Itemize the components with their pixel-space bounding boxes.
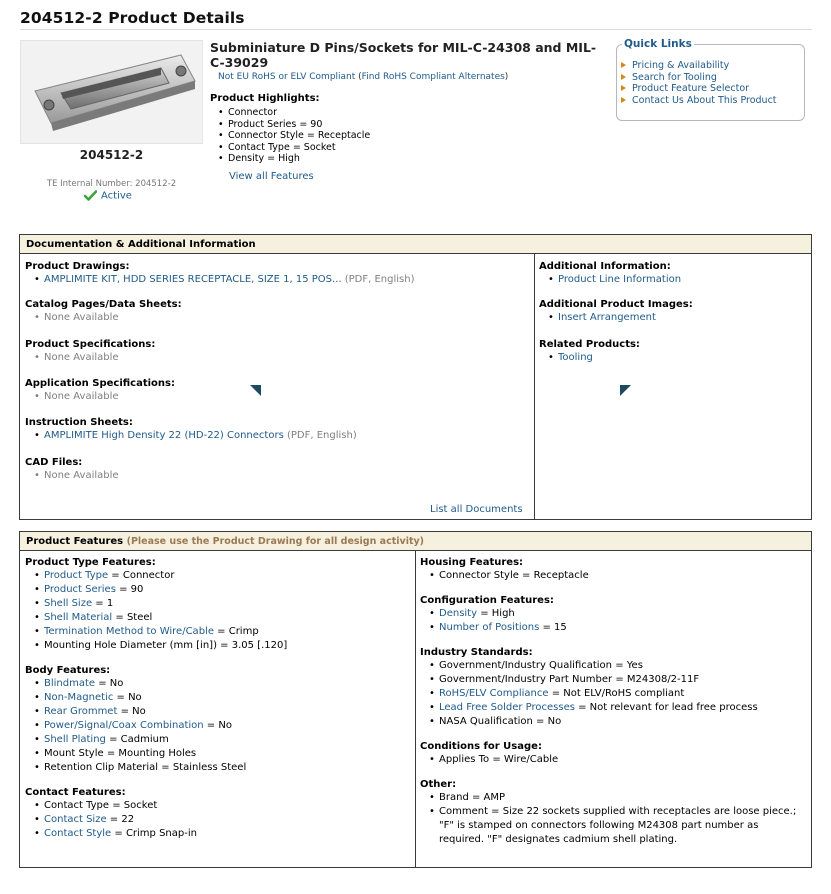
feature-item <box>429 701 805 715</box>
feature-value: = Mounting Holes <box>103 748 197 759</box>
quick-links-title: Quick Links <box>624 38 692 50</box>
feature-name[interactable]: RoHS/ELV Compliance <box>439 688 549 699</box>
feature-name[interactable]: Termination Method to Wire/Cable <box>44 626 214 637</box>
feature-name[interactable]: Shell Size <box>44 598 93 609</box>
cad-files-section <box>25 457 119 483</box>
feature-value: = No <box>203 720 232 731</box>
arrow-right-icon <box>621 74 626 80</box>
feature-item <box>34 761 410 775</box>
feature-value: = 1 <box>92 598 114 609</box>
product-image[interactable] <box>20 40 203 144</box>
list-item: • None Available <box>34 390 175 404</box>
feature-value: = Socket <box>109 800 158 811</box>
feature-name[interactable]: Shell Material <box>44 612 113 623</box>
feature-value: = Size 22 sockets supplied with receptacles are loose piece.; "F" is stamped on connectors following M24308 part number as required. "F" designates cadmium shell plating. <box>439 806 797 845</box>
housing-features-group <box>420 557 805 583</box>
feature-name[interactable]: Rear Grommet <box>44 706 118 717</box>
feature-item <box>34 691 410 705</box>
feature-value: = AMP <box>468 792 506 803</box>
feature-value: = 3.05 [.120] <box>216 640 288 651</box>
feature-item <box>429 791 805 805</box>
section-heading: Body Features: <box>25 665 111 676</box>
feature-value: = Yes <box>612 660 643 671</box>
feature-name: Government/Industry Qualification <box>439 660 613 671</box>
view-all-features-link[interactable]: View all Features <box>229 171 314 182</box>
feature-value: = 15 <box>539 622 567 633</box>
body-features-group <box>25 665 410 775</box>
section-heading: Contact Features: <box>25 787 126 798</box>
feature-value: = Crimp Snap-in <box>111 828 197 839</box>
product-name: Subminiature D Pins/Sockets for MIL-C-24308 and MIL-C-39029 <box>210 40 597 70</box>
feature-name: Mount Style <box>44 748 104 759</box>
feature-item <box>34 799 410 813</box>
feature-name: Contact Type <box>44 800 110 811</box>
feature-value: = No <box>113 692 142 703</box>
feature-name: Comment <box>439 806 488 817</box>
feature-item <box>34 569 410 583</box>
section-heading: Product Specifications: <box>25 339 156 350</box>
feature-value: = Wire/Cable <box>489 754 559 765</box>
feature-item <box>429 607 805 621</box>
collapse-corner-icon <box>250 385 261 396</box>
section-heading: Application Specifications: <box>25 378 175 389</box>
rohs-status: Not EU RoHS or ELV Compliant (Find RoHS Compliant Alternates) <box>218 72 509 82</box>
list-item <box>548 351 640 365</box>
insert-arrangement-link[interactable]: Insert Arrangement <box>558 312 656 323</box>
industry-features-group <box>420 647 805 729</box>
section-heading: Industry Standards: <box>420 647 533 658</box>
section-heading: Catalog Pages/Data Sheets: <box>25 299 182 310</box>
additional-images-section <box>539 299 693 325</box>
feature-name[interactable]: Product Type <box>44 570 109 581</box>
product-line-info-link[interactable]: Product Line Information <box>558 274 682 285</box>
connector-image-icon <box>21 41 204 145</box>
instruction-sheet-link[interactable]: AMPLIMITE High Density 22 (HD-22) Connectors <box>44 430 284 441</box>
feature-name[interactable]: Product Series <box>44 584 116 595</box>
feature-value: = Not relevant for lead free process <box>574 702 758 713</box>
section-heading: Additional Information: <box>539 261 671 272</box>
checkmark-icon <box>84 190 97 201</box>
product-features-panel <box>19 531 812 868</box>
feature-item <box>429 687 805 701</box>
list-item: • None Available <box>34 351 155 365</box>
feature-item <box>429 659 805 673</box>
highlights-title: Product Highlights: <box>210 93 320 104</box>
feature-name: Brand <box>439 792 469 803</box>
feature-item <box>34 625 410 639</box>
list-item <box>548 273 681 287</box>
feature-name: Retention Clip Material <box>44 762 159 773</box>
quick-link-label[interactable]: Contact Us About This Product <box>632 94 777 106</box>
title-divider <box>20 29 812 30</box>
collapse-corner-icon <box>620 385 631 396</box>
application-specs-section <box>25 378 175 404</box>
instruction-sheets-section <box>25 417 357 443</box>
section-heading: CAD Files: <box>25 457 83 468</box>
tooling-link[interactable]: Tooling <box>558 352 593 363</box>
feature-name[interactable]: Non-Magnetic <box>44 692 114 703</box>
feature-value: = Cadmium <box>105 734 169 745</box>
feature-item <box>34 639 410 653</box>
feature-value: = M24308/2-11F <box>612 674 700 685</box>
feature-name[interactable]: Contact Style <box>44 828 112 839</box>
feature-item <box>34 597 410 611</box>
features-header-note: (Please use the Product Drawing for all design activity) <box>126 536 425 547</box>
arrow-right-icon <box>621 97 626 103</box>
list-item <box>34 429 357 443</box>
quick-link-label[interactable]: Product Feature Selector <box>632 83 750 94</box>
product_type-features-group <box>25 557 410 653</box>
feature-item <box>34 747 410 761</box>
highlight-item: • Connector <box>218 107 370 119</box>
feature-value: = Connector <box>108 570 175 581</box>
quick-link-pricing[interactable] <box>621 60 777 72</box>
feature-item <box>34 733 410 747</box>
feature-name: Government/Industry Part Number <box>439 674 613 685</box>
internal-number: TE Internal Number: 204512-2 <box>46 179 177 189</box>
section-heading: Conditions for Usage: <box>420 741 542 752</box>
section-heading: Product Drawings: <box>25 261 130 272</box>
list-item: • None Available <box>34 469 119 483</box>
status-label: Active <box>101 190 132 202</box>
feature-item <box>34 611 410 625</box>
highlight-item: • Product Series = 90 <box>218 119 370 131</box>
feature-item <box>429 805 805 847</box>
column-divider <box>415 551 416 867</box>
other-features-group <box>420 779 805 847</box>
feature-value: = No <box>95 678 124 689</box>
feature-item <box>34 583 410 597</box>
configuration-features-group <box>420 595 805 635</box>
find-rohs-alternates-link[interactable]: Find RoHS Compliant Alternates <box>361 72 505 82</box>
column-divider <box>534 254 535 519</box>
feature-value: = 90 <box>115 584 144 595</box>
product-specs-section <box>25 339 155 365</box>
product-drawings-section <box>25 261 415 287</box>
list-all-documents-link[interactable]: List all Documents <box>430 504 523 515</box>
feature-name: Connector Style <box>439 570 519 581</box>
file-meta: (PDF, English) <box>286 430 357 441</box>
section-heading: Product Type Features: <box>25 557 156 568</box>
quick-links-list <box>621 60 777 106</box>
feature-item <box>429 753 805 767</box>
highlight-item: • Contact Type = Socket <box>218 142 370 154</box>
feature-value: = Not ELV/RoHS compliant <box>548 688 685 699</box>
part-number-caption: 204512-2 <box>79 148 144 162</box>
page-title: 204512-2 Product Details <box>20 9 245 27</box>
documentation-header-label: Documentation & Additional Information <box>26 239 256 250</box>
feature-name[interactable]: Blindmate <box>44 678 96 689</box>
section-heading: Housing Features: <box>420 557 524 568</box>
feature-value: = 22 <box>106 814 135 825</box>
product-drawing-link[interactable]: AMPLIMITE KIT, HDD SERIES RECEPTACLE, SIZE 1, 15 POS... <box>44 274 342 285</box>
feature-name[interactable]: Lead Free Solder Processes <box>439 702 575 713</box>
feature-item <box>34 719 410 733</box>
section-heading: Configuration Features: <box>420 595 554 606</box>
feature-name[interactable]: Shell Plating <box>44 734 106 745</box>
quick-link-feature-selector[interactable] <box>621 83 777 95</box>
feature-item <box>429 715 805 729</box>
highlight-item: • Connector Style = Receptacle <box>218 130 370 142</box>
feature-item <box>429 569 805 583</box>
contact-features-group <box>25 787 410 841</box>
features-left-column <box>25 557 410 841</box>
feature-name: Mounting Hole Diameter (mm [in]) <box>44 640 217 651</box>
section-heading: Related Products: <box>539 339 640 350</box>
quick-link-label[interactable]: Pricing & Availability <box>632 60 730 71</box>
feature-name: Applies To <box>439 754 490 765</box>
additional-info-section <box>539 261 681 287</box>
quick-link-tooling[interactable] <box>621 72 777 84</box>
features-header <box>20 532 811 551</box>
catalog-section <box>25 299 182 325</box>
feature-item <box>429 673 805 687</box>
feature-item <box>34 827 410 841</box>
feature-name[interactable]: Contact Size <box>44 814 107 825</box>
arrow-right-icon <box>621 85 626 91</box>
section-heading: Instruction Sheets: <box>25 417 133 428</box>
feature-name[interactable]: Number of Positions <box>439 622 540 633</box>
rohs-status-text: Not EU RoHS or ELV Compliant <box>218 72 356 82</box>
highlight-item: • Density = High <box>218 153 370 165</box>
highlights-list <box>218 107 370 165</box>
feature-item <box>429 621 805 635</box>
list-item <box>34 273 415 287</box>
features-right-column <box>420 557 805 847</box>
related-products-section <box>539 339 640 365</box>
feature-value: = Crimp <box>213 626 259 637</box>
arrow-right-icon <box>621 62 626 68</box>
feature-value: = High <box>477 608 515 619</box>
feature-name[interactable]: Density <box>439 608 478 619</box>
feature-item <box>34 813 410 827</box>
file-meta: (PDF, English) <box>344 274 415 285</box>
list-item <box>548 311 693 325</box>
feature-value: = Stainless Steel <box>158 762 247 773</box>
section-heading: Additional Product Images: <box>539 299 693 310</box>
feature-value: = No <box>117 706 146 717</box>
section-heading: Other: <box>420 779 457 790</box>
quick-link-contact[interactable] <box>621 95 777 107</box>
feature-item <box>34 677 410 691</box>
documentation-panel <box>19 234 812 520</box>
feature-value: = Receptacle <box>518 570 589 581</box>
documentation-header <box>20 235 811 254</box>
feature-item <box>34 705 410 719</box>
feature-name[interactable]: Power/Signal/Coax Combination <box>44 720 204 731</box>
quick-link-label[interactable]: Search for Tooling <box>632 71 717 83</box>
feature-name: NASA Qualification <box>439 716 533 727</box>
usage-features-group <box>420 741 805 767</box>
features-header-label: Product Features <box>26 536 124 547</box>
status-active <box>84 190 132 202</box>
list-item: • None Available <box>34 311 182 325</box>
feature-value: = No <box>532 716 562 727</box>
feature-value: = Steel <box>112 612 153 623</box>
